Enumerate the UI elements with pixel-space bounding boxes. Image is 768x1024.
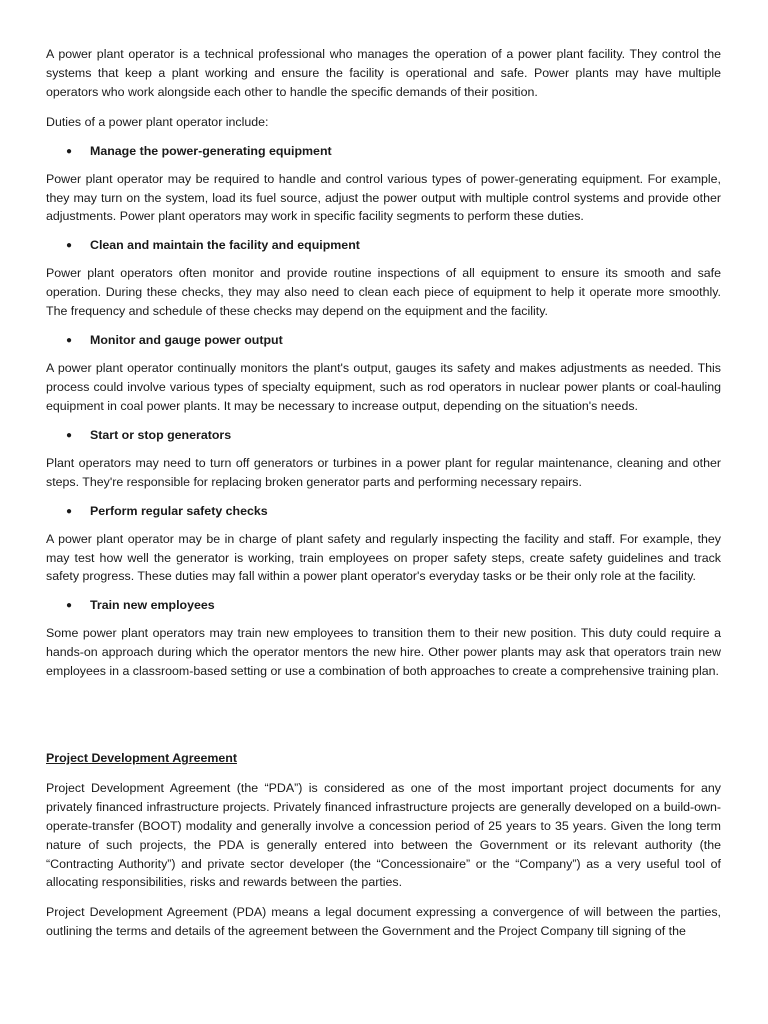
duty-title: Monitor and gauge power output <box>90 333 283 348</box>
duty-paragraph-3: A power plant operator continually monitors the plant's output, gauges its safety and makes adjustments as needed. This process could involve various types of specialty equipment, such as rod operators in nuclear power plants or coal-hauling equipment in coal power plants. It may be necessary to increase output, depending on the situation's needs. <box>46 361 721 413</box>
intro-paragraph: A power plant operator is a technical professional who manages the operation of a power plant facility. They control the systems that keep a plant working and ensure the facility is operational and safe. Power plants may have multiple operators who work alongside each other to handle the specific demands of their position. <box>46 47 721 99</box>
duty-title: Train new employees <box>90 598 215 613</box>
section-heading: Project Development Agreement <box>46 751 237 766</box>
duty-paragraph-4: Plant operators may need to turn off generators or turbines in a power plant for regular maintenance, cleaning and other steps. They're responsible for replacing broken generator parts and performing necessary repairs. <box>46 455 721 489</box>
duty-title: Start or stop generators <box>90 427 232 442</box>
bullet-icon: ● <box>66 145 73 157</box>
duty-bullet-3 <box>46 331 721 350</box>
duty-bullet-2 <box>46 236 721 255</box>
duties-lead: Duties of a power plant operator include: <box>46 114 269 129</box>
duty-paragraph-6: Some power plant operators may train new employees to transition them to their new position. This duty could require a hands-on approach during which the operator mentors the new hire. Other power plants may ask that operators train new employees in a classroom-based setting or use a combination of both approaches to create a comprehensive training plan. <box>46 626 721 679</box>
pda-paragraph-1: Project Development Agreement (the “PDA”) is considered as one of the most important project documents for any privately financed infrastructure projects. Privately financed infrastructure projects are generally developed on a build-own-operate-transfer (BOOT) modality and generally involve a concession period of 25 years to 35 years. Given the long term nature of such projects, the PDA is generally entered into between the Government or its relevant authority (the “Contracting Authority”) and private sector developer (the “Concessionaire” or the “Company”) as a very useful tool of allocating responsibilities, risks and rewards between the parties. <box>46 780 721 890</box>
duty-bullet-5 <box>46 502 721 521</box>
duty-title: Clean and maintain the facility and equipment <box>90 238 360 253</box>
bullet-icon: ● <box>66 600 73 612</box>
duty-bullet-4 <box>46 426 721 445</box>
duty-paragraph-2: Power plant operators often monitor and provide routine inspections of all equipment to ensure its smooth and safe operation. During these checks, they may also need to clean each piece of equipment to help it operate more smoothly. The frequency and schedule of these checks may depend on the equipment and the facility. <box>46 266 721 319</box>
duty-bullet-6 <box>46 596 721 615</box>
duty-bullet-1 <box>46 142 721 161</box>
duty-paragraph-1: Power plant operator may be required to handle and control various types of power-generating equipment. For example, they may turn on the system, load its fuel source, adjust the power output with multiple control systems and provide other adjustments. Power plant operators may work in specific facility segments to perform these duties. <box>46 171 721 224</box>
duty-paragraph-5: A power plant operator may be in charge of plant safety and regularly inspecting the facility and staff. For example, they may test how well the generator is working, train employees on proper safety steps, create safety guidelines and track safety progress. These duties may fall within a power plant operator's everyday tasks or be their only role at the facility. <box>46 531 721 584</box>
section-spacer <box>46 691 721 749</box>
duty-title: Manage the power-generating equipment <box>90 143 332 158</box>
bullet-icon: ● <box>66 505 73 517</box>
bullet-icon: ● <box>66 240 73 252</box>
bullet-icon: ● <box>66 429 73 441</box>
bullet-icon: ● <box>66 335 73 347</box>
pda-paragraph-2: Project Development Agreement (PDA) means a legal document expressing a convergence of will between the parties, outlining the terms and details of the agreement between the Government and the Project Company till signing of the <box>46 905 721 939</box>
duty-title: Perform regular safety checks <box>90 503 268 518</box>
